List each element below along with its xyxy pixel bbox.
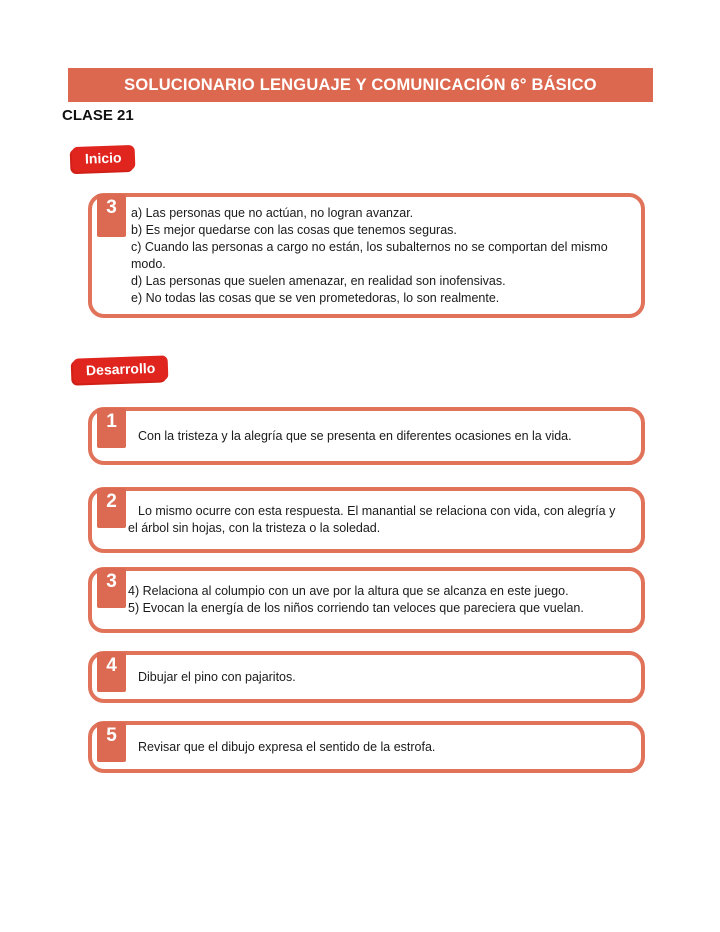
section-badge-desarrollo [73,355,169,383]
answer-number-badge: 1 [97,408,126,448]
answer-text-block [92,655,641,699]
header-banner [68,68,653,102]
answer-line: b) Es mejor quedarse con las cosas que tenemos seguras. [131,223,457,237]
answer-box-desarrollo-1 [88,407,645,465]
answer-number-badge: 4 [97,652,126,692]
answer-box-inicio-3 [88,193,645,318]
answer-line: Con la tristeza y la alegría que se presenta en diferentes ocasiones en la vida. [138,428,572,443]
answer-text-block [92,491,641,549]
section-badge-inicio-label: Inicio [84,149,122,167]
answer-line: Dibujar el pino con pajaritos. [138,669,296,684]
answer-number-badge: 2 [97,488,126,528]
answer-line: c) Cuando las personas a cargo no están, los subalternos no se comportan del mismo modo. [131,240,608,271]
answer-box-desarrollo-2 [88,487,645,553]
answer-text-block [92,725,641,769]
header-banner-title: SOLUCIONARIO LENGUAJE Y COMUNICACIÓN 6° BÁSICO [124,75,597,94]
answer-number-badge: 3 [97,568,126,608]
class-subtitle: CLASE 21 [62,107,134,124]
answer-line: 4) Relaciona al columpio con un ave por la altura que se alcanza en este juego. [128,584,569,598]
answer-line: a) Las personas que no actúan, no logran avanzar. [131,206,414,220]
answer-line: Revisar que el dibujo expresa el sentido de la estrofa. [138,739,436,754]
answer-line: e) No todas las cosas que se ven prometedoras, lo son realmente. [131,291,500,305]
section-badge-inicio [72,145,135,172]
answer-number-badge: 5 [97,722,126,762]
answer-text-block [92,571,641,629]
answer-box-desarrollo-4 [88,651,645,703]
answer-box-desarrollo-3 [88,567,645,633]
section-badge-desarrollo-label: Desarrollo [85,359,156,379]
answer-line: d) Las personas que suelen amenazar, en realidad son inofensivas. [131,274,506,288]
answer-text-block [92,197,641,315]
answer-text-block [92,411,641,461]
answer-box-desarrollo-5 [88,721,645,773]
answer-line: 5) Evocan la energía de los niños corriendo tan veloces que pareciera que vuelan. [128,601,584,615]
answer-number-badge: 3 [97,194,126,237]
answer-line: Lo mismo ocurre con esta respuesta. El manantial se relaciona con vida, con alegría y el árbol sin hojas, con la tristeza o la soledad. [128,504,616,535]
